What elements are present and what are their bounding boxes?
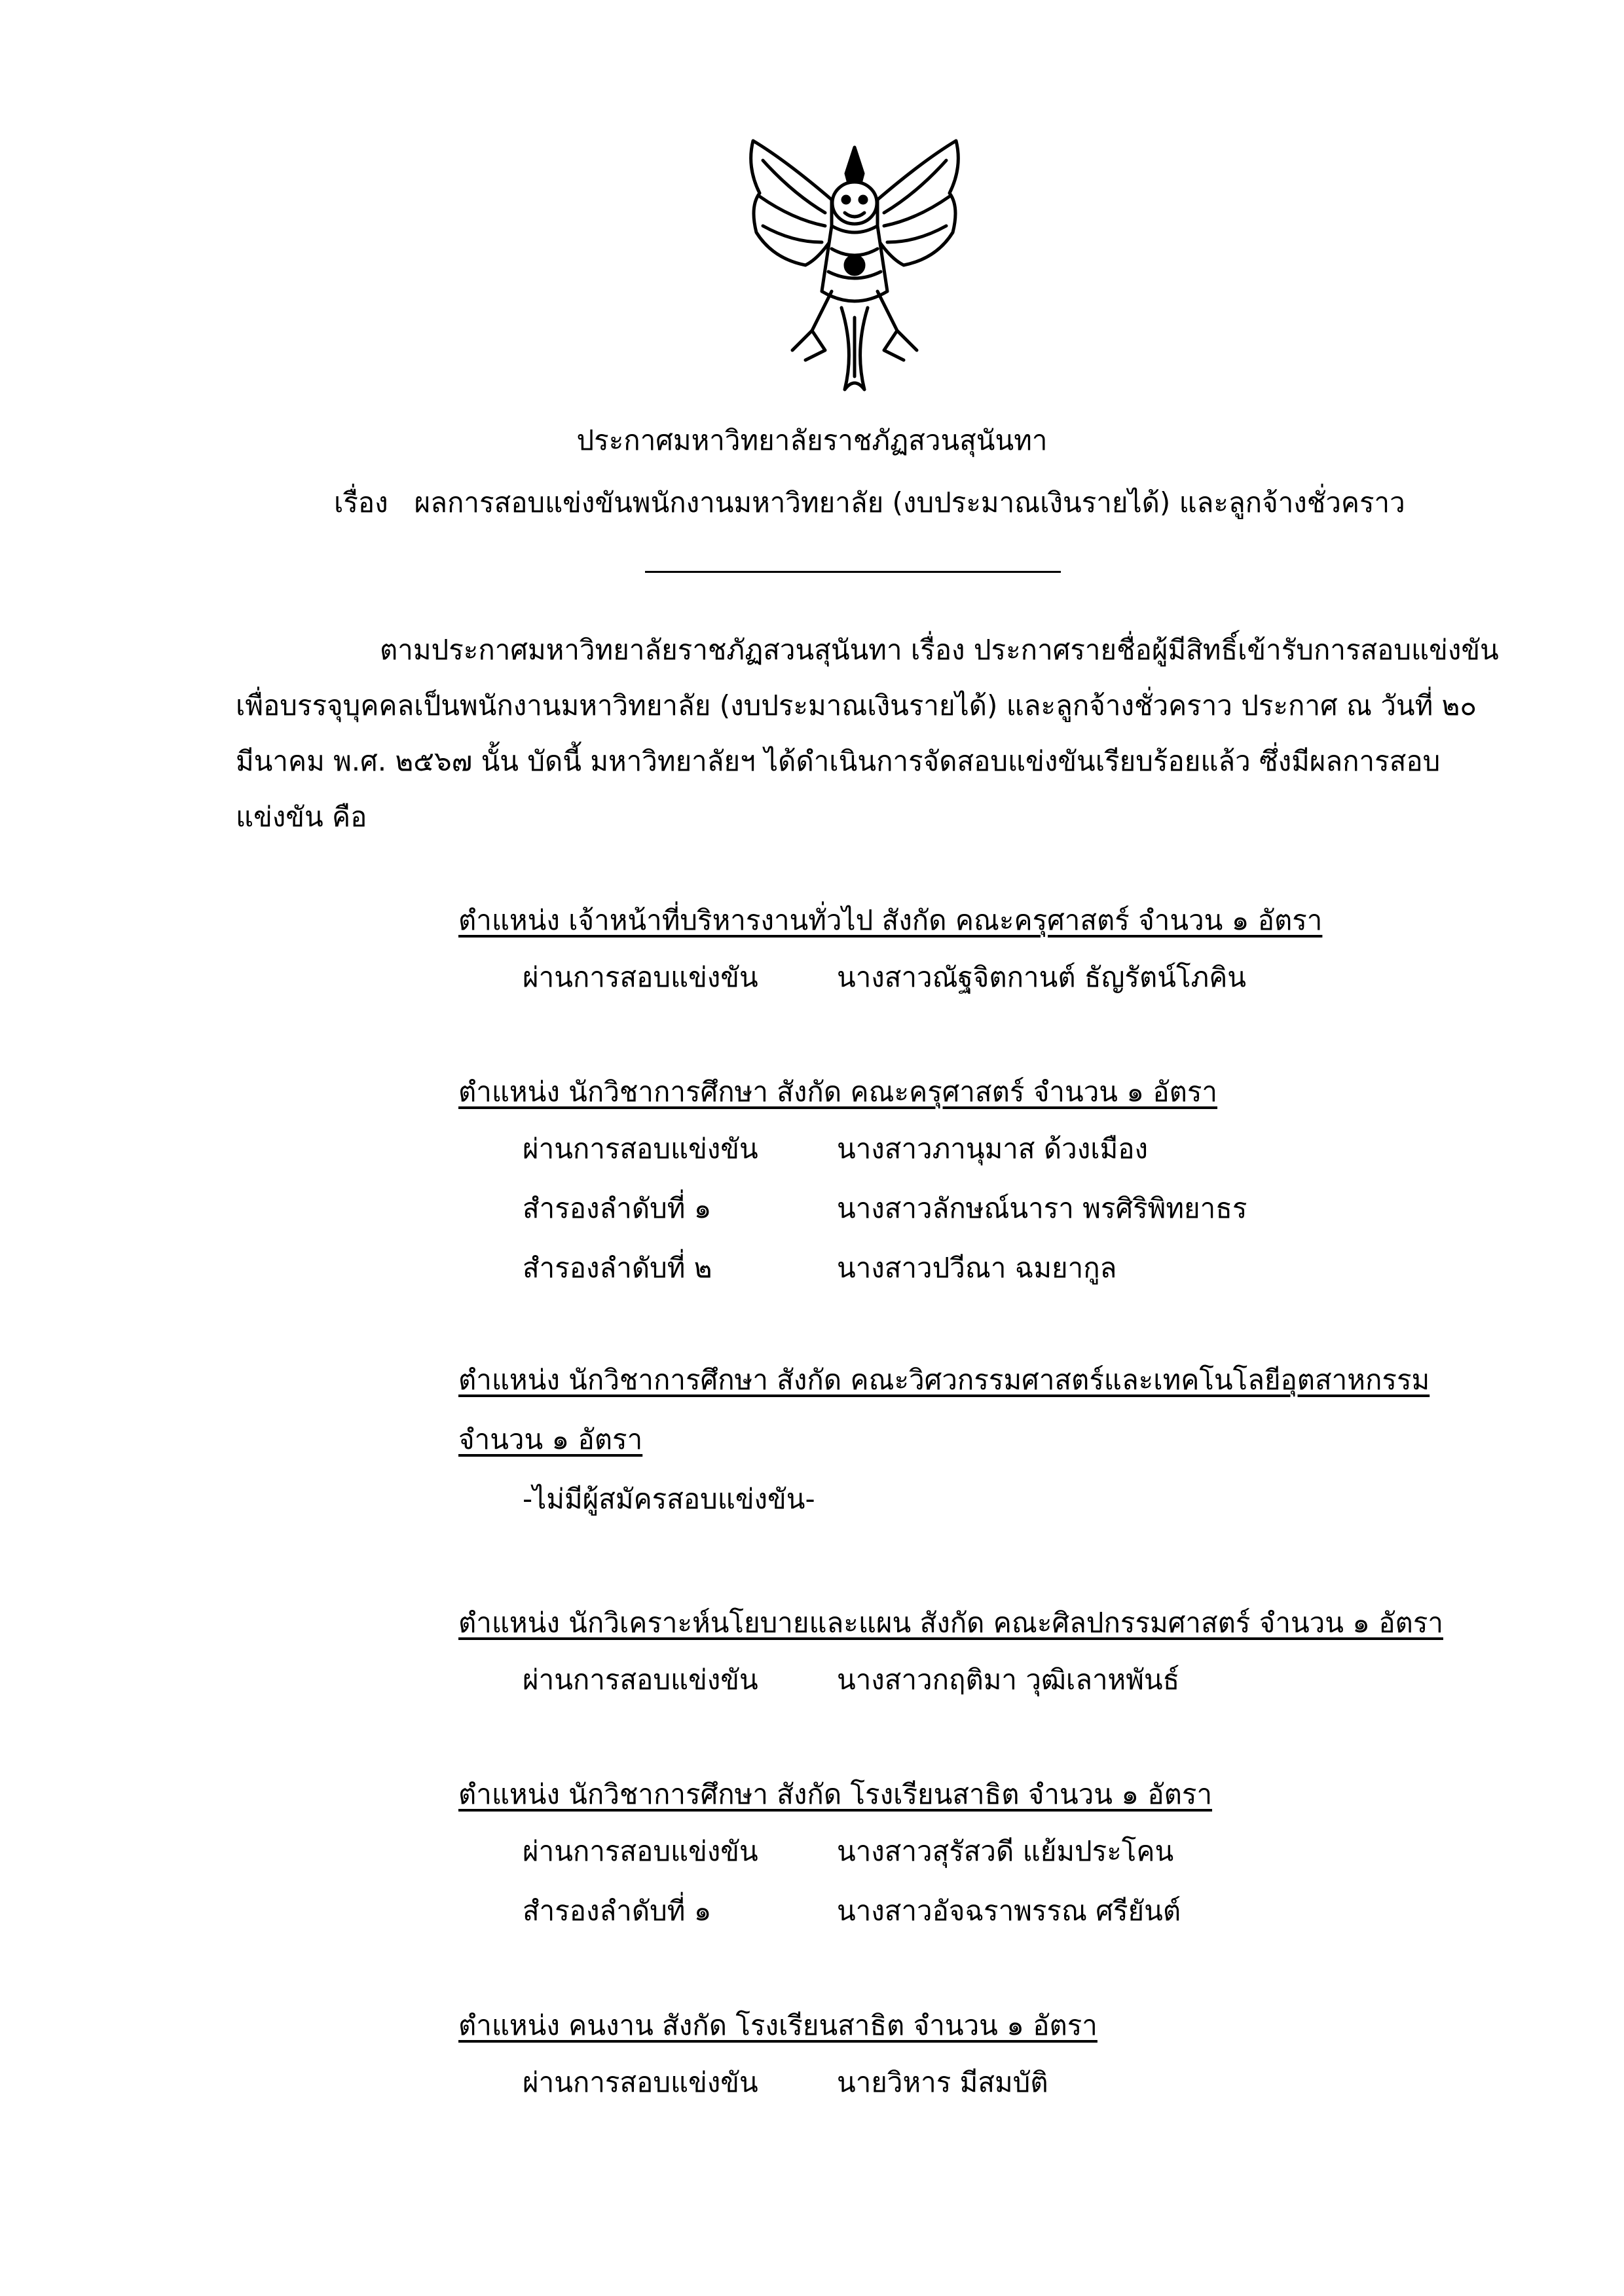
position-heading: ตำแหน่ง นักวิชาการศึกษา สังกัด โรงเรียนสาธิต จำนวน ๑ อัตรา [458, 1778, 1213, 1810]
position-heading: ตำแหน่ง นักวิชาการศึกษา สังกัด คณะวิศวกรรมศาสตร์และเทคโนโลยีอุตสาหกรรม [458, 1364, 1430, 1396]
candidate-name: นางสาวณัฐจิตกานต์ ธัญรัตน์โภคิน [837, 961, 1246, 993]
position-heading: ตำแหน่ง คนงาน สังกัด โรงเรียนสาธิต จำนวน ๑ อัตรา [458, 2009, 1098, 2041]
intro-line: แข่งขัน คือ [236, 801, 367, 833]
intro-line: ตามประกาศมหาวิทยาลัยราชภัฏสวนสุนันทา เรื่อง ประกาศรายชื่อผู้มีสิทธิ์เข้ารับการสอบแข่งขัน [380, 634, 1499, 666]
result-row [523, 1830, 1173, 1873]
result-label: ผ่านการสอบแข่งขัน [523, 1133, 758, 1165]
garuda-emblem-icon [733, 134, 976, 396]
candidate-name: นายวิหาร มีสมบัติ [837, 2066, 1048, 2098]
result-row [523, 1247, 1116, 1290]
no-applicant-note: -ไม่มีผู้สมัครสอบแข่งขัน- [523, 1483, 815, 1515]
position-heading: ตำแหน่ง นักวิเคราะห์นโยบายและแผน สังกัด คณะศิลปกรรมศาสตร์ จำนวน ๑ อัตรา [458, 1607, 1443, 1639]
candidate-name: นางสาวปวีณา ฉมยากูล [837, 1252, 1117, 1284]
announcement-title: ประกาศมหาวิทยาลัยราชภัฏสวนสุนันทา [576, 424, 1048, 456]
candidate-name: นางสาวลักษณ์นารา พรศิริพิทยาธร [837, 1192, 1247, 1224]
result-row [523, 2061, 1048, 2104]
subject-label: เรื่อง [334, 486, 388, 519]
position-heading: ตำแหน่ง เจ้าหน้าที่บริหารงานทั่วไป สังกัด คณะครุศาสตร์ จำนวน ๑ อัตรา [458, 904, 1323, 936]
result-label: สำรองลำดับที่ ๑ [523, 1895, 712, 1927]
result-row [523, 956, 1246, 999]
result-row [523, 1187, 1247, 1230]
result-row [523, 1127, 1148, 1171]
subject-text: ผลการสอบแข่งขันพนักงานมหาวิทยาลัย (งบประมาณเงินรายได้) และลูกจ้างชั่วคราว [414, 486, 1405, 519]
announcement-subject [334, 481, 1405, 524]
intro-line: เพื่อบรรจุบุคคลเป็นพนักงานมหาวิทยาลัย (งบประมาณเงินรายได้) และลูกจ้างชั่วคราว ประกาศ ณ วันที่ ๒๐ [236, 689, 1477, 721]
position-heading: ตำแหน่ง นักวิชาการศึกษา สังกัด คณะครุศาสตร์ จำนวน ๑ อัตรา [458, 1076, 1218, 1108]
result-label: ผ่านการสอบแข่งขัน [523, 1835, 758, 1867]
candidate-name: นางสาวกฤติมา วุฒิเลาหพันธ์ [837, 1664, 1180, 1696]
result-label: ผ่านการสอบแข่งขัน [523, 961, 758, 993]
result-label: ผ่านการสอบแข่งขัน [523, 1664, 758, 1696]
intro-line: มีนาคม พ.ศ. ๒๕๖๗ นั้น บัดนี้ มหาวิทยาลัยฯ ได้ดำเนินการจัดสอบแข่งขันเรียบร้อยแล้ว ซึ่งมีผลการสอบ [236, 745, 1441, 777]
candidate-name: นางสาวภานุมาส ด้วงเมือง [837, 1133, 1148, 1165]
result-row [523, 1889, 1181, 1933]
result-label: ผ่านการสอบแข่งขัน [523, 2066, 758, 2098]
title-divider [645, 571, 1061, 573]
position-heading-continued: จำนวน ๑ อัตรา [458, 1423, 643, 1455]
result-label: สำรองลำดับที่ ๒ [523, 1252, 712, 1284]
result-label: สำรองลำดับที่ ๑ [523, 1192, 712, 1224]
result-row [523, 1658, 1179, 1702]
candidate-name: นางสาวอัจฉราพรรณ ศรียันต์ [837, 1895, 1181, 1927]
candidate-name: นางสาวสุรัสวดี แย้มประโคน [837, 1835, 1174, 1867]
